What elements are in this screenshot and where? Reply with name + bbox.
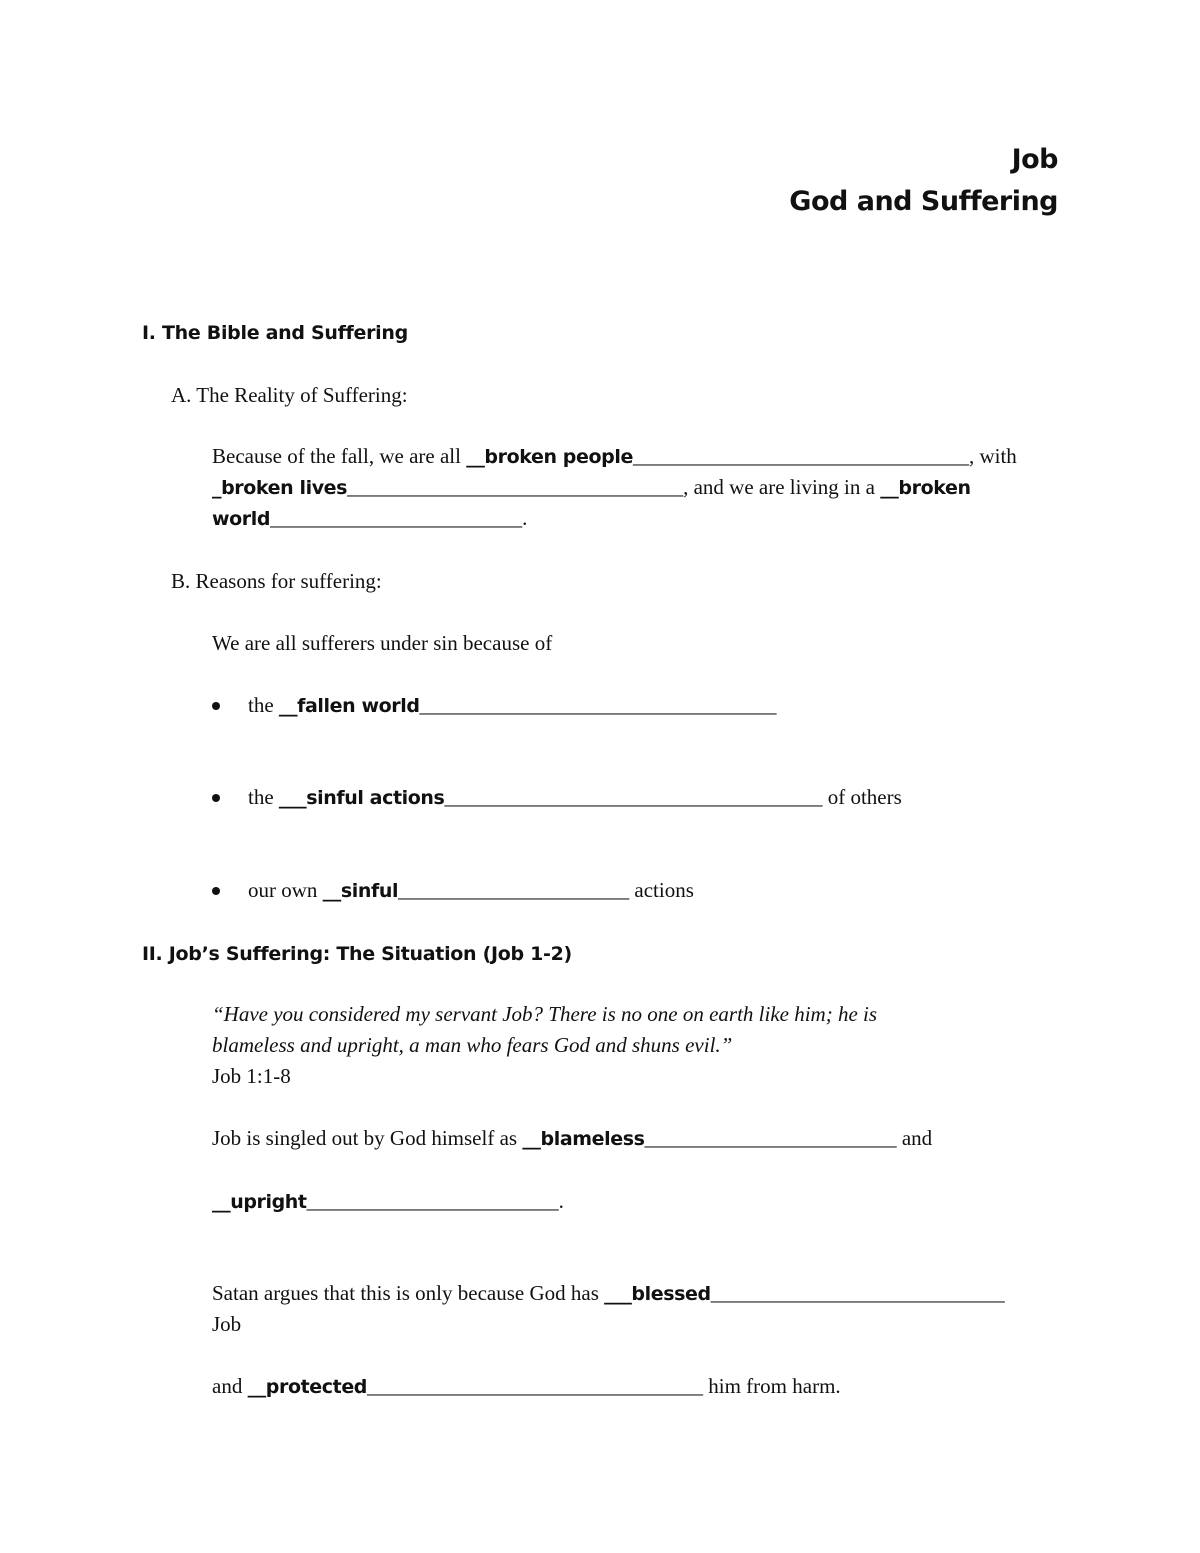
answer-broken: __broken [880,477,971,499]
singled-pre-text: Job is singled out by God himself as [212,1126,523,1150]
document-title: Job [1011,144,1058,175]
bullet-post-text: ______________________ actions [398,878,694,902]
protected-post-text: ________________________________ him from harm. [367,1374,841,1398]
fall-text-4: ________________________. [270,506,528,530]
section-2-heading: II. Job’s Suffering: The Situation (Job 1-2) [142,943,572,965]
fall-text-2: ________________________________, with [632,444,1017,468]
subsection-a-label: A. The Reality of Suffering: [171,383,408,407]
answer-blameless: __blameless [522,1128,645,1150]
fall-paragraph-line-3 [212,503,527,535]
answer-protected: __protected [247,1376,368,1398]
reasons-intro: We are all sufferers under sin because of [212,631,553,655]
fall-text-1: Because of the fall, we are all [212,444,467,468]
answer-broken-people: __broken people [466,446,633,468]
satan-pre-text: Satan argues that this is only because God has [212,1281,605,1305]
fall-text-3: ________________________________, and we are living in a [347,475,881,499]
bullet-pre-text: our own [248,878,323,902]
answer-upright: __upright [212,1191,307,1213]
singled-post-text: ________________________ and [644,1126,933,1150]
satan-line-2: Job [212,1312,242,1336]
section-1-heading: I. The Bible and Suffering [142,322,408,344]
answer-fallen-world: __fallen world [278,695,420,717]
answer-sinful-actions: ___sinful actions [278,787,445,809]
bullet-post-text: ____________________________________ of others [444,785,902,809]
answer-world: world [212,508,271,530]
bullet-dot [212,887,220,895]
protected-line [212,1371,841,1403]
quote-reference: Job 1:1-8 [212,1064,291,1088]
answer-broken-lives: _broken lives [212,477,348,499]
fall-paragraph-line-1 [212,441,1017,473]
bullet-dot [212,702,220,710]
answer-blessed: ___blessed [604,1283,711,1305]
bullet-dot [212,794,220,802]
protected-pre-text: and [212,1374,248,1398]
satan-post-text: ____________________________ [710,1281,1005,1305]
bullet-item-sinful-actions [248,782,902,814]
singled-out-line [212,1123,932,1155]
document-subtitle: God and Suffering [789,186,1058,217]
bullet-item-sinful [248,875,694,907]
bullet-pre-text: the [248,693,279,717]
quote-line-2: blameless and upright, a man who fears God and shuns evil.” [212,1033,733,1057]
quote-line-1: “Have you considered my servant Job? There is no one on earth like him; he is [212,1002,878,1026]
bullet-item-fallen-world [248,690,777,722]
subsection-b-label: B. Reasons for suffering: [171,569,382,593]
bullet-pre-text: the [248,785,279,809]
upright-line [212,1186,564,1218]
fall-paragraph-line-2 [212,472,971,504]
upright-post-text: ________________________. [306,1189,564,1213]
satan-line-1 [212,1278,1005,1310]
answer-sinful: __sinful [322,880,399,902]
bullet-post-text: __________________________________ [419,693,777,717]
